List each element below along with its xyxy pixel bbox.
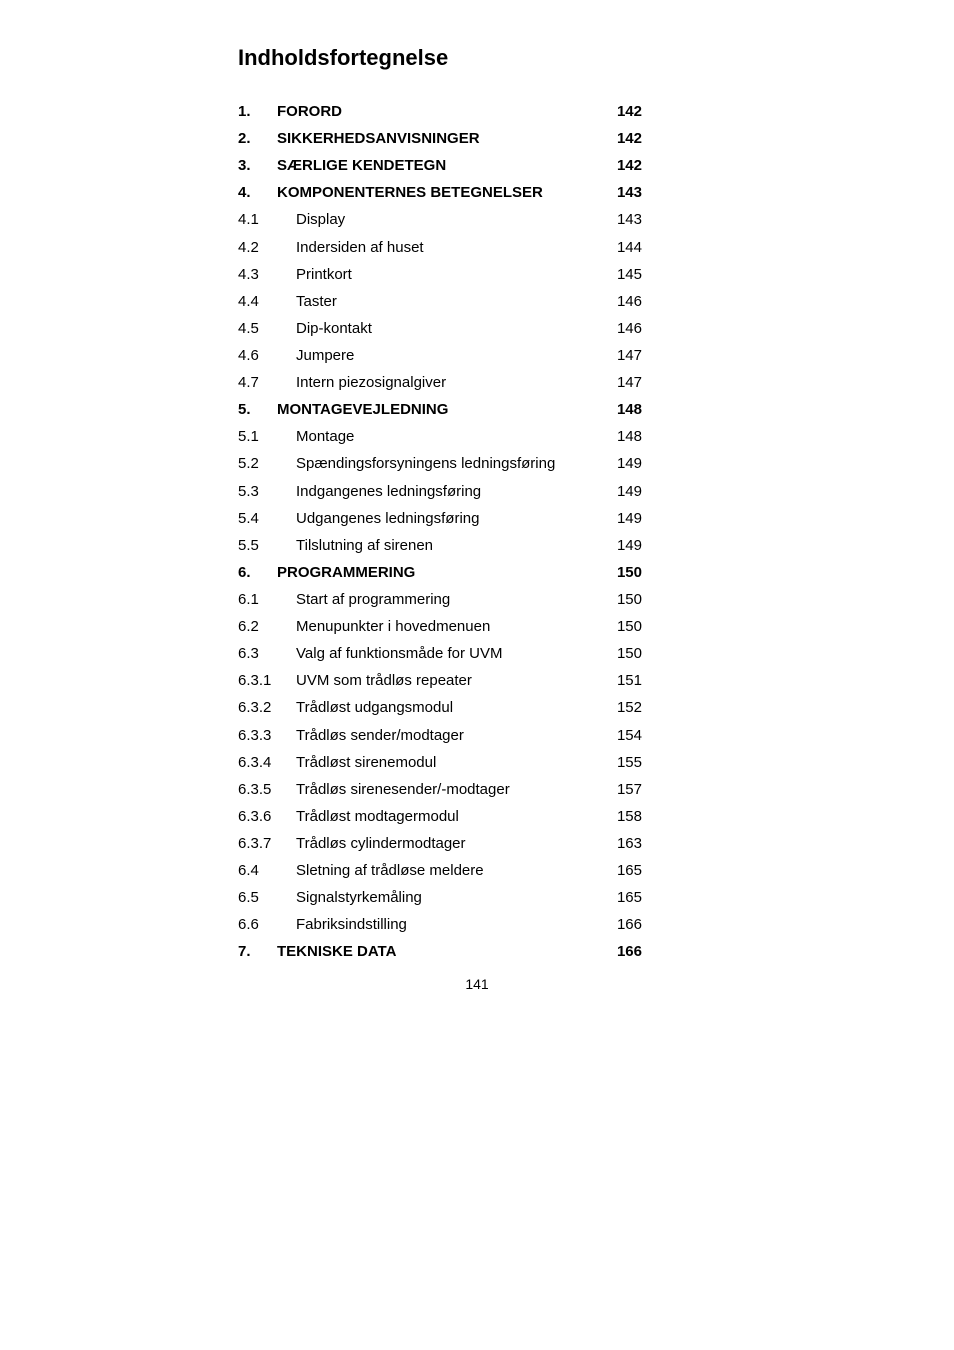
toc-section-row [238,206,644,233]
toc-entry-page: 143 [616,184,642,202]
toc-entry-title: Spændingsforsyningens ledningsføring [296,455,556,473]
toc-entry-title: Trådløst sirenemodul [296,753,437,771]
toc-entry-page: 165 [616,862,642,880]
toc-section-row [238,261,644,288]
toc-entry-number: 6.2 [238,618,259,636]
toc-entry-title: Indgangenes ledningsføring [296,482,482,500]
toc-entry-number: 5.5 [238,536,259,554]
toc-entry-title: KOMPONENTERNES BETEGNELSER [277,184,543,202]
toc-section-row [238,667,644,694]
toc-chapter-row [238,179,644,206]
toc-entry-title: SIKKERHEDSANVISNINGER [277,130,480,148]
toc-entry-number: 6.3.4 [238,753,272,771]
toc-section-row [238,586,644,613]
toc-section-row [238,423,644,450]
toc-section-row [238,722,644,749]
toc-entry-title: Taster [296,292,337,310]
toc-entry-page: 142 [616,103,642,120]
toc-entry-page: 142 [616,130,642,148]
toc-section-row [238,234,644,261]
toc-entry-page: 142 [616,157,642,175]
toc-chapter-row [238,125,644,152]
toc-entry-page: 165 [616,889,642,907]
toc-entry-title: UVM som trådløs repeater [296,672,472,690]
toc-entry-number: 1. [238,103,251,120]
toc-entry-number: 4.4 [238,292,259,310]
toc-section-row [238,749,644,776]
toc-entry-title: PROGRAMMERING [277,563,416,581]
toc-entry-page: 146 [616,292,642,310]
toc-entry-title: Tilslutning af sirenen [296,536,434,554]
toc-entry-page: 149 [616,509,642,527]
toc-entry-number: 4.2 [238,238,259,256]
toc-entry-page: 152 [616,699,642,717]
toc-entry-page: 148 [616,428,642,446]
toc-entry-page: 144 [616,238,642,256]
toc-entry-number: 4. [238,184,251,202]
toc-chapter-row [238,396,644,423]
toc-entry-number: 5. [238,401,251,419]
toc-entry-number: 4.3 [238,265,259,283]
toc-entry-number: 6.3.5 [238,780,272,798]
toc-entry-number: 6.6 [238,916,259,934]
toc-entry-page: 148 [616,401,642,419]
toc-section-row [238,532,644,559]
toc-entry-title: SÆRLIGE KENDETEGN [277,157,447,175]
toc-section-row [238,288,644,315]
toc-chapter-row [238,559,644,586]
toc-entry-number: 6.3.1 [238,672,272,690]
toc-entry-page: 158 [616,807,642,825]
toc-entry-number: 6.3.2 [238,699,272,717]
toc-entry-page: 166 [616,916,642,934]
toc-entry-number: 6.1 [238,590,259,608]
toc-entry-title: FORORD [277,103,342,120]
toc-entry-title: Fabriksindstilling [296,916,407,934]
toc-entry-title: Display [296,211,346,229]
toc-entry-page: 150 [616,618,642,636]
toc-entry-number: 5.2 [238,455,259,473]
toc-entry-page: 149 [616,482,642,500]
toc-section-row [238,315,644,342]
toc-entry-title: Intern piezosignalgiver [296,374,447,392]
toc-section-row [238,342,644,369]
toc-entry-title: Valg af funktionsmåde for UVM [296,645,503,663]
toc-entry-page: 143 [616,211,642,229]
toc-entry-title: Trådløs sirenesender/-modtager [296,780,510,798]
toc-entry-number: 4.5 [238,319,259,337]
toc-entry-page: 149 [616,536,642,554]
toc-entry-title: Start af programmering [296,590,451,608]
page-title: Indholdsfortegnelse [238,45,449,70]
toc-section-row [238,857,644,884]
toc-entry-page: 145 [616,265,642,283]
toc-entry-number: 6.3.6 [238,807,272,825]
toc-section-row [238,776,644,803]
toc-section-row [238,613,644,640]
toc-section-row [238,640,644,667]
toc-section-row [238,478,644,505]
toc-entry-title: Signalstyrkemåling [296,889,422,907]
toc-entry-number: 4.6 [238,346,259,364]
toc-entry-title: Sletning af trådløse meldere [296,862,484,880]
toc-entry-number: 6.5 [238,889,259,907]
toc-entry-number: 2. [238,130,251,148]
toc-entry-title: Trådløs cylindermodtager [296,834,466,852]
toc-entry-page: 157 [616,780,642,798]
toc-entry-number: 6. [238,563,251,581]
toc-entry-title: Jumpere [296,346,355,364]
toc-entry-page: 147 [616,374,642,392]
toc-entry-title: Trådløst udgangsmodul [296,699,454,717]
toc-entry-number: 3. [238,157,251,175]
toc-entry-number: 5.1 [238,428,259,446]
toc-entry-number: 6.3.7 [238,834,272,852]
toc-entry-page: 150 [616,645,642,663]
toc-entry-number: 5.3 [238,482,259,500]
toc-section-row [238,369,644,396]
toc-section-row [238,505,644,532]
toc-entry-title: Udgangenes ledningsføring [296,509,480,527]
toc-entry-page: 149 [616,455,642,473]
toc-entry-title: Printkort [296,265,352,283]
toc-section-row [238,803,644,830]
toc-entry-page: 163 [616,834,642,852]
toc-entry-title: TEKNISKE DATA [277,943,397,961]
toc-entry-number: 6.4 [238,862,259,880]
toc-entry-title: MONTAGEVEJLEDNING [277,401,449,419]
toc-section-row [238,694,644,721]
toc-entry-page: 150 [616,590,642,608]
toc-entry-page: 155 [616,753,642,771]
toc-chapter-row [238,938,644,965]
toc-section-row [238,911,644,938]
toc-chapter-row [238,152,644,179]
page-number: 141 [465,976,489,992]
toc-entry-title: Menupunkter i hovedmenuen [296,618,491,636]
toc-entry-number: 6.3.3 [238,726,272,744]
toc-entry-number: 4.1 [238,211,259,229]
toc-entry-page: 154 [616,726,642,744]
toc-entry-number: 6.3 [238,645,259,663]
table-of-contents [238,98,644,966]
toc-entry-page: 146 [616,319,642,337]
toc-chapter-row [238,98,644,125]
toc-entry-page: 151 [616,672,642,690]
toc-entry-number: 4.7 [238,374,259,392]
toc-entry-title: Dip-kontakt [296,319,372,337]
toc-entry-title: Trådløs sender/modtager [296,726,464,744]
toc-section-row [238,830,644,857]
toc-entry-number: 7. [238,943,251,961]
toc-section-row [238,450,644,477]
toc-entry-number: 5.4 [238,509,259,527]
toc-entry-title: Indersiden af huset [296,238,424,256]
toc-section-row [238,884,644,911]
toc-entry-page: 166 [616,943,642,961]
toc-entry-page: 150 [616,563,642,581]
toc-entry-title: Trådløst modtagermodul [296,807,459,825]
toc-entry-title: Montage [296,428,355,446]
toc-entry-page: 147 [616,346,642,364]
